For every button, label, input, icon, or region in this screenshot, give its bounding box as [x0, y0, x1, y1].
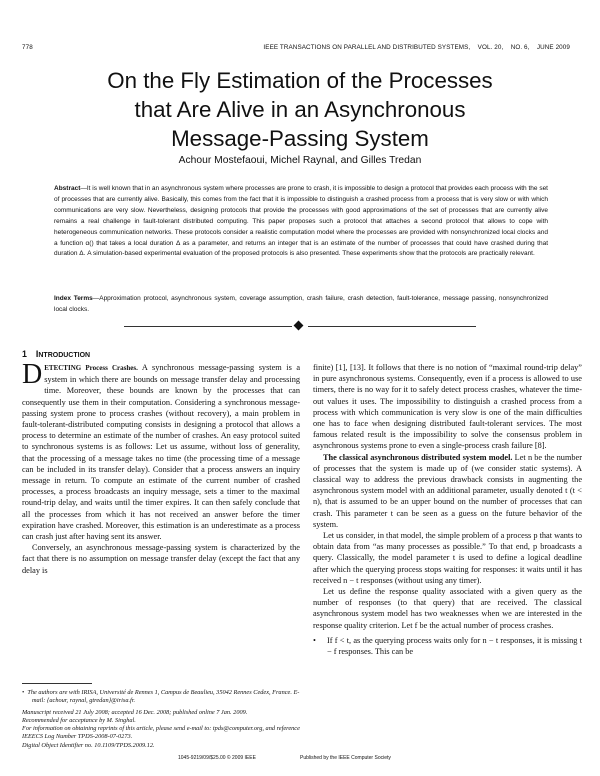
footnote-received: Manuscript received 21 July 2008; accepted 16 Dec. 2008; published online 7 Jan. 2009.: [22, 708, 248, 716]
right-column: [313, 362, 582, 657]
abstract: [54, 184, 548, 260]
lead-in: ETECTING Process Crashes.: [44, 364, 138, 372]
index-terms-text: —Approximation protocol, asynchronous system, coverage assumption, crash failure, crash detection, fault-tolerance, message passing, nonsynchronized local clocks.: [54, 295, 549, 313]
paragraph: Conversely, an asynchronous message-passing system is characterized by the fact that there is no assumption on message transfer delay (except the fact that any delay is: [22, 543, 300, 575]
footnote-doi: Digital Object Identifier no. 10.1109/TPDS.2009.12.: [22, 741, 155, 749]
paragraph: [22, 359, 300, 542]
drop-cap: D: [22, 359, 43, 390]
bullet-list: [313, 635, 582, 657]
abstract-text: —It is well known that in an asynchronous system where processes are prone to crash, it is impossible to design a protocol that provides each process with the set of processes that are currently alive. Basically, this comes from the fact that it is impossible to distinguish a crashed process from a process that is very slow or with which communications are very slow. Nevertheless, designing protocols that provide the processes with good approximations of the set of processes that are currently alive remains a real challenge in fault-tolerant distributed computing. This paper proposes such a protocol that attaches a second protocol that allows to cope with heterogeneous communication networks. These protocols consider a realistic computation model where the processes are provided with nonsynchronized local clocks and a function α() that takes a local duration Δ as a parameter, and returns an integer that is an estimate of the number of processes that could have crashed during that duration Δ. A simulation-based experimental evaluation of the proposed protocols is also presented. These experiments show that the protocols are practically relevant.: [54, 185, 548, 258]
paragraph: Let us consider, in that model, the simple problem of a process p that wants to obtain data from “as many processes as possible.” To that end, p broadcasts a query. Classically, the model parameter t is used to define a logical deadline after which the querying process stops waiting for responses: it waits until it has received n − t responses (without using any timer).: [313, 531, 582, 585]
paper-title: [0, 66, 600, 153]
issn-copyright: 1045-9219/09/$25.00 © 2009 IEEE: [178, 755, 256, 761]
footnotes: [22, 689, 300, 750]
paragraph: Let us define the response quality associated with a given query as the number of responses (to that query) that are received. The classical asynchronous system model has two weaknesses when we are interested in the response quality criterion. Let f be the actual number of process crashes.: [313, 587, 582, 630]
section-title-rest: NTRODUCTION: [38, 352, 91, 359]
footnote-rule: [22, 683, 92, 684]
index-terms: [54, 294, 548, 316]
list-item: • If f < t, as the querying process waits only for n − t responses, it is missing t − f responses. This can be: [327, 635, 582, 657]
left-column: [22, 359, 300, 576]
paragraph: finite) [1], [13]. It follows that there is no notion of “maximal round-trip delay” in pure asynchronous systems. Consequently, even if a process is allowed to use timers, there is no way for it to safely detect process crashes, whatever the time-out values it uses. The impossibility to distinguish a crashed process from a process with which communication is very slow is one of the main difficulties one has to face when designing distributed fault-tolerant services. The most famous related result is the impossibility to solve the consensus problem in asynchronous systems prone to even a single-process crash failure [8].: [313, 363, 582, 451]
author-list: Achour Mostefaoui, Michel Raynal, and Gilles Tredan: [178, 155, 422, 166]
title-line-3: Message-Passing System: [171, 126, 429, 151]
footnote-affiliation: • The authors are with IRISA, Université de Rennes 1, Campus de Beaulieu, 35042 Rennes Cedex, France. E-mail: {achour, raynal, gtredan}@irisa.fr.: [22, 689, 300, 705]
divider-line-left: [124, 326, 292, 327]
divider-diamond: [294, 321, 304, 331]
section-number: 1: [22, 349, 27, 359]
section-divider: [0, 322, 600, 332]
running-header: IEEE TRANSACTIONS ON PARALLEL AND DISTRIBUTED SYSTEMS, VOL. 20, NO. 6, JUNE 2009: [263, 44, 570, 51]
title-line-2: that Are Alive in an Asynchronous: [134, 97, 466, 122]
paragraph-heading: The classical asynchronous distributed system model.: [323, 452, 513, 462]
page-number: 778: [22, 44, 33, 51]
footnote-text: The authors are with IRISA, Université de Rennes 1, Campus de Beaulieu, 35042 Rennes Cedex, France. E-mail: {achour, raynal, gtredan}@irisa.fr.: [27, 689, 300, 705]
abstract-label: Abstract: [54, 185, 81, 192]
section-title-initial: I: [35, 349, 39, 359]
divider-line-right: [308, 326, 476, 327]
paragraph-text: A synchronous message-passing system is a system in which there are bounds on message transfer delay and processing time. Moreover, these bounds are known by the processes that can consequently use them in their computation. Considering a synchronous message-passing system prone to process crashes (without recovery), a main problem in fault-tolerant-distributed computing consists in designing a protocol that allows a process to determine an estimate of the number of crashes. An easy protocol suited to synchronous systems is as follows: Let us assume, without loss of generality, that the processing of a message takes no time (the processing time of a message can be included in its transfer delay). Consider that a process answers an inquiry message in return. To compute an estimate of the current number of crashed processes, a process broadcasts an inquiry message, sets a timer to the maximal round-trip delay, and waits until the timer expires. It can then safely conclude that all the processes from which it has not received an answer before the timer expiration have crashed. Moreover, this estimation is an underestimate as a process can crash just after having sent its answer.: [22, 363, 300, 542]
publisher-line: Published by the IEEE Computer Society: [300, 755, 391, 761]
index-terms-label: Index Terms: [54, 295, 93, 302]
footnote-recommended: Recommended for acceptance by M. Singhal.: [22, 716, 136, 724]
title-line-1: On the Fly Estimation of the Processes: [107, 68, 493, 93]
paragraph-text: Let n be the number of processes that the system is made up of (we consider static systems). A classical way to address the previous drawback consists in augmenting the asynchronous system model with an additional parameter, usually denoted t (t < n), that is assumed to be an upper bound on the number of processes that can crash. This parameter t can be seen as a guess on the future behavior of the system.: [313, 452, 582, 529]
paragraph: [313, 452, 582, 530]
section-heading: [22, 349, 90, 359]
footnote-reprints: For information on obtaining reprints of this article, please send e-mail to: tpds@computer.org, and reference IEEECS Log Number TPDS-2008-07-0273.: [22, 725, 300, 741]
